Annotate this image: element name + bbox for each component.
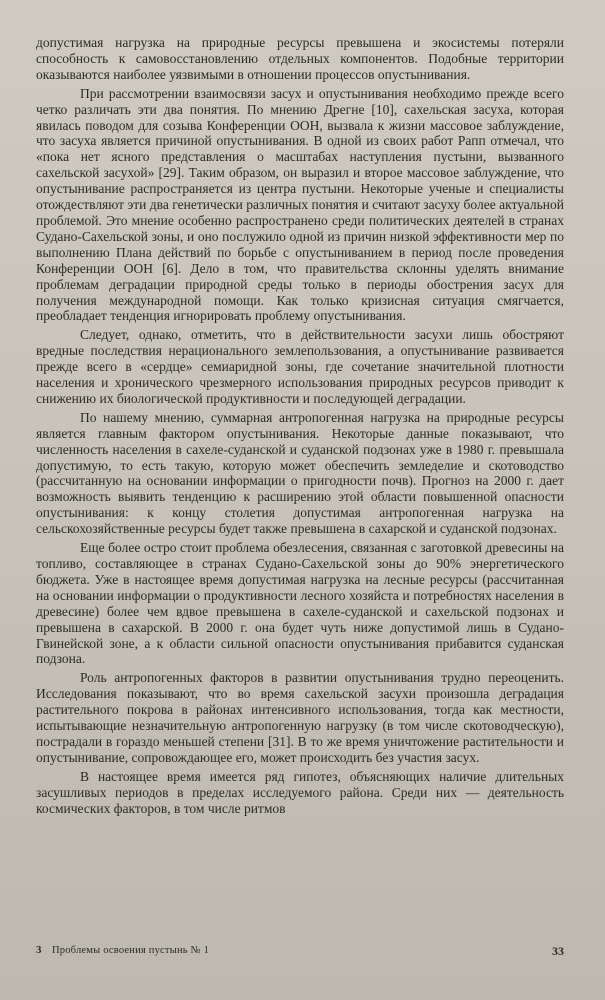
paragraph-6: Роль антропогенных факторов в развитии опустынивания трудно переоценить. Исследования показывают, что во время сахельской засухи произошла деградация растительного покрова в районах интенсивного использования, тогда как местности, испытывающие незначительную антропогенную нагрузку (в том числе скотоводческую), пострадали в гораздо меньшей степени [31]. В то же время уничтожение растительности и опустынивание, сопровождающее его, может происходить без участия засух. [36,670,564,765]
paragraph-1: допустимая нагрузка на природные ресурсы превышена и экосистемы потеряли способность к самовосстановлению отдельных компонентов. Подобные территории оказываются наиболее уязвимыми в отношении процессов опустынивания. [36,35,564,82]
journal-title: Проблемы освоения пустынь № 1 [52,945,210,956]
page-number: 33 [552,944,564,958]
paragraph-2: При рассмотрении взаимосвязи засух и опустынивания необходимо прежде всего четко различать эти два понятия. По мнению Дрегне [10], сахельская засуха, которая явилась поводом для созыва Конференции ООН, вызвала к жизни массовое заблуждение, что засуха является причиной опустынивания. В одной из своих работ Рапп отмечал, что «пока нет ясного представления о масштабах наступления пустыни, вызванного сахельской засухой» [29]. Таким образом, он выразил и второе массовое заблуждение, что опустынивание распространяется из центра пустыни. Некоторые ученые и специалисты отождествляют эти два генетически различных понятия и считают засуху более актуальной проблемой. Это мнение особенно распространено среди политических деятелей в странах Судано-Сахельской зоны, и оно послужило одной из причин низкой эффективности мер по выполнению Плана действий по борьбе с опустыниванием в период после проведения Конференции ООН [6]. Дело в том, что правительства склонны уделять внимание проблемам деградации природной среды только в периоды обострения засух для получения международной помощи. Как только кризисная ситуация смягчается, преобладает тенденция игнорировать проблему опустынивания. [36,85,564,324]
paragraph-4: По нашему мнению, суммарная антропогенная нагрузка на природные ресурсы является главным фактором опустынивания. Некоторые данные показывают, что численность населения в сахеле-суданской и суданской подзонах уже в 1980 г. превышала допустимую, то есть такую, которую может обеспечить земледелие и скотоводство (рассчитанную на основании информации о пригодности почв). Прогноз на 2000 г. дает возможность выявить тенденцию к расширению этой области повышенной опасности опустынивания: к концу столетия допустимая антропогенная нагрузка на сельскохозяйственные ресурсы будет также превышена в сахарской и суданской подзонах. [36,409,564,537]
page-footer [36,944,564,964]
printer-signature-mark: 3 [36,944,42,956]
paragraph-7: В настоящее время имеется ряд гипотез, объясняющих наличие длительных засушливых периодов в пределах исследуемого района. Среди них — деятельность космических факторов, в том числе ритмов [36,768,564,816]
paragraph-3: Следует, однако, отметить, что в действительности засухи лишь обостряют вредные последствия нерационального землепользования, а опустынивание развивается прежде всего в «сердце» семиаридной зоны, где сочетание значительной плотности населения и хронического чрезмерного использования природных ресурсов приводит к снижению их биологической продуктивности и последующей деградации. [36,327,564,406]
body-text [36,35,564,817]
paragraph-5: Еще более остро стоит проблема обезлесения, связанная с заготовкой древесины на топливо, составляющее в странах Судано-Сахельской зоны до 90% энергетического бюджета. Уже в настоящее время допустимая нагрузка на лесные ресурсы (рассчитанная на основании информации о продуктивности лесного хозяйста и потребностях населения в древесине) более чем вдвое превышена в сахеле-суданской и сахельской подзонах и превышена в сахарской. В 2000 г. она будет чуть ниже допустимой лишь в Судано-Гвинейской зоне, а к области сильной опасности опустынивания прибавится суданская подзона. [36,540,564,667]
